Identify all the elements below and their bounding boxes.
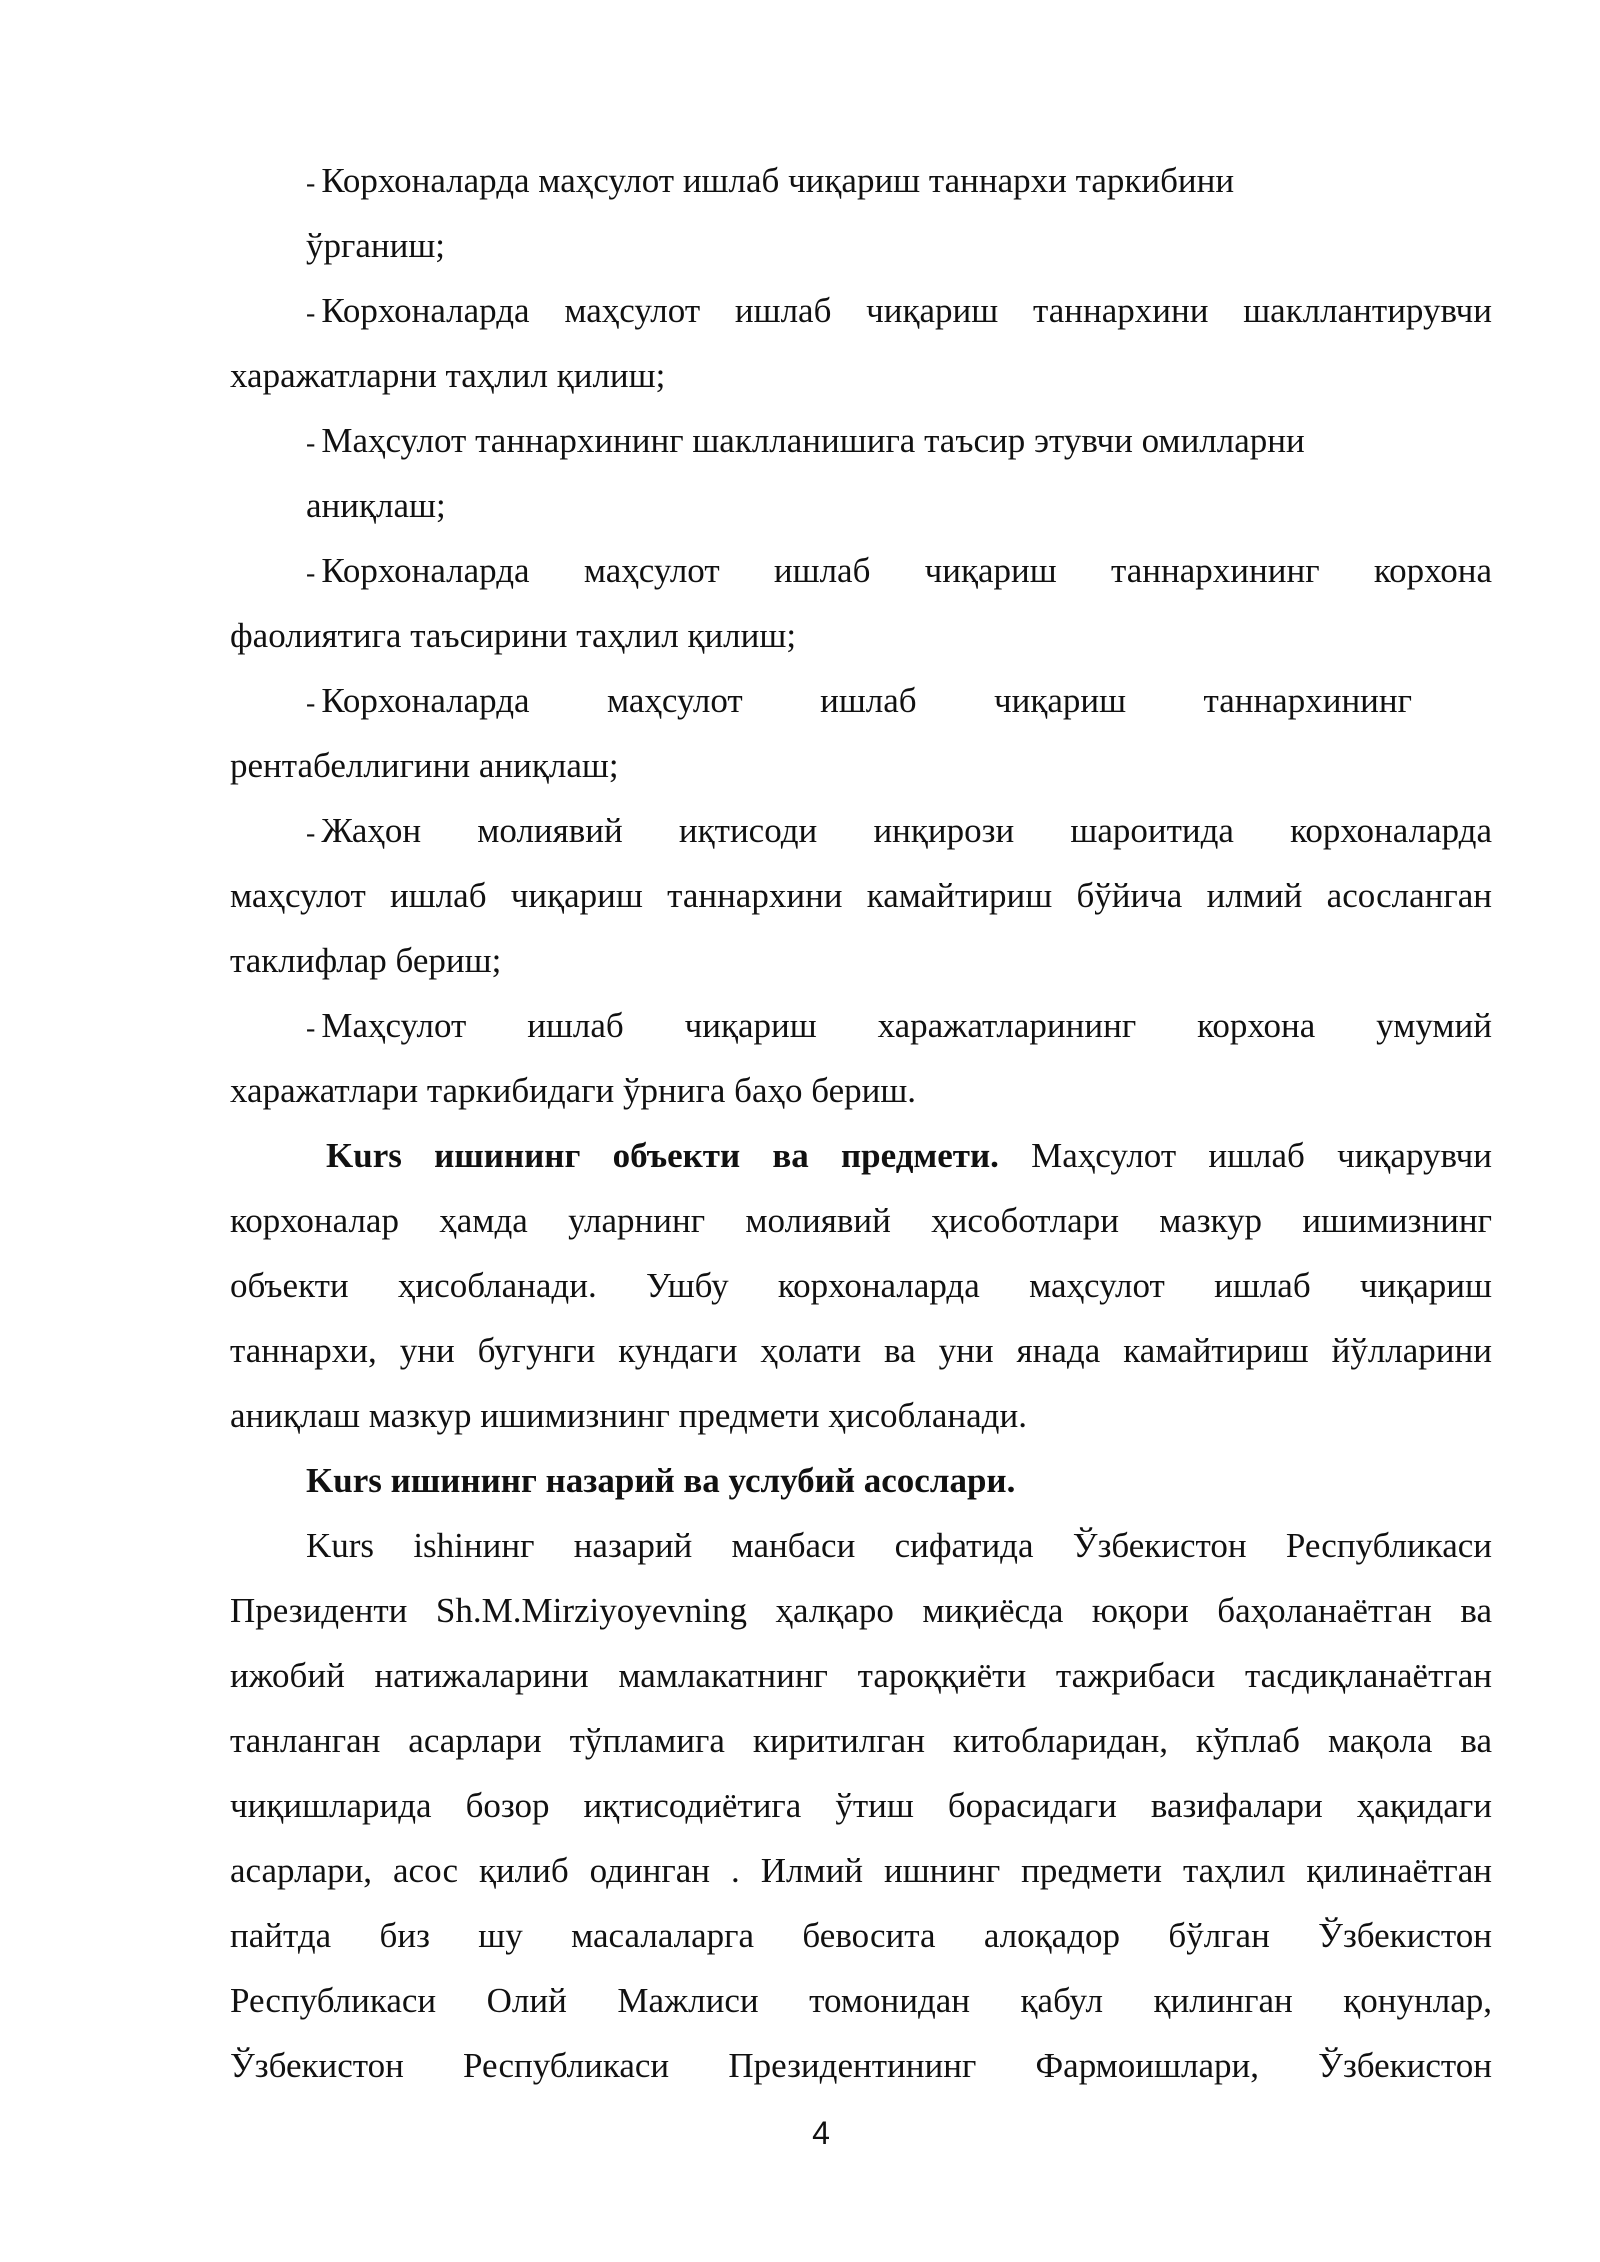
dash-marker: - <box>306 298 316 329</box>
basis-section-line-7: пайтда биз шу масалаларга бевосита алоқадор бўлган Ўзбекистон <box>230 1916 1492 1955</box>
bullet-4-line-2: фаолиятига таъсирини таҳлил қилиш; <box>230 616 797 655</box>
bullet-text: Жаҳон молиявий иқтисоди инқирози шароитида корхоналарда <box>321 811 1492 850</box>
basis-section-line-4: танланган асарлари тўпламига киритилган китобларидан, кўплаб мақола ва <box>230 1721 1492 1760</box>
bullet-1-line-2: ўрганиш; <box>306 226 446 265</box>
bullet-text: Корхоналарда маҳсулот ишлаб чиқариш таннархини шакллантирувчи <box>321 291 1492 330</box>
bullet-3-line-1 <box>230 408 1492 473</box>
object-section-line-5: аниқлаш мазкур ишимизнинг предмети ҳисобланади. <box>230 1396 1027 1435</box>
basis-section-line-3: ижобий натижаларини мамлакатнинг тароққиёти тажрибаси тасдиқланаётган <box>230 1656 1492 1695</box>
object-section-heading: Kurs ишининг объекти ва предмети. <box>326 1136 999 1175</box>
bullet-text: Корхоналарда маҳсулот ишлаб чиқариш таннархининг корхона <box>321 551 1492 590</box>
bullet-6-line-2: маҳсулот ишлаб чиқариш таннархини камайтириш бўйича илмий асосланган <box>230 876 1492 915</box>
bullet-5-line-1 <box>230 668 1492 733</box>
bullet-3-line-2: аниқлаш; <box>306 486 446 525</box>
bullet-text: Корхоналарда маҳсулот ишлаб чиқариш таннархи таркибини <box>321 161 1235 200</box>
page-number: 4 <box>812 2115 830 2151</box>
object-section-text: Маҳсулот ишлаб чиқарувчи <box>1031 1136 1493 1175</box>
bullet-1-line-1 <box>230 148 1492 213</box>
object-section-line-2: корхоналар ҳамда уларнинг молиявий ҳисоботлари мазкур ишимизнинг <box>230 1201 1492 1240</box>
bullet-text: Маҳсулот ишлаб чиқариш харажатларининг корхона умумий <box>321 1006 1492 1045</box>
basis-section-line-5: чиқишларида бозор иқтисодиётига ўтиш борасидаги вазифалари ҳақидаги <box>230 1786 1492 1825</box>
basis-section-line-8: Республикаси Олий Мажлиси томонидан қабул қилинган қонунлар, <box>230 1981 1492 2020</box>
bullet-text: Маҳсулот таннархининг шаклланишига таъсир этувчи омилларни <box>321 421 1305 460</box>
object-section-line-3: объекти ҳисобланади. Ушбу корхоналарда маҳсулот ишлаб чиқариш <box>230 1266 1492 1305</box>
bullet-2-line-1 <box>230 278 1492 343</box>
bullet-7-line-1 <box>230 993 1492 1058</box>
dash-marker: - <box>306 1013 316 1044</box>
dash-marker: - <box>306 168 316 199</box>
basis-section-heading-line <box>230 1448 1492 1513</box>
dash-marker: - <box>306 558 316 589</box>
bullet-5-line-2: рентабеллигини аниқлаш; <box>230 746 619 785</box>
bullet-4-line-1 <box>230 538 1492 603</box>
bullet-text: Корхоналарда маҳсулот ишлаб чиқариш таннархининг <box>321 681 1412 720</box>
basis-section-line-6: асарлари, асос қилиб одинган . Илмий ишнинг предмети таҳлил қилинаётган <box>230 1851 1492 1890</box>
basis-section-heading: Kurs ишининг назарий ва услубий асослари. <box>306 1461 1016 1500</box>
basis-section-line-1: Kurs ishiнинг назарий манбаси сифатида Ўзбекистон Республикаси <box>306 1526 1492 1565</box>
bullet-2-line-2: харажатларни таҳлил қилиш; <box>230 356 666 395</box>
object-section-line-4: таннархи, уни бугунги кундаги ҳолати ва уни янада камайтириш йўлларини <box>230 1331 1492 1370</box>
basis-section-line-9: Ўзбекистон Республикаси Президентининг Фармоишлари, Ўзбекистон <box>230 2046 1492 2085</box>
dash-marker: - <box>306 818 316 849</box>
basis-section-line-2: Президенти Sh.M.Mirziyoyevning ҳалқаро миқиёсда юқори баҳоланаётган ва <box>230 1591 1492 1630</box>
bullet-6-line-3: таклифлар бериш; <box>230 941 502 980</box>
dash-marker: - <box>306 428 316 459</box>
bullet-7-line-2: харажатлари таркибидаги ўрнига баҳо бериш. <box>230 1071 917 1110</box>
object-section-line-1 <box>230 1123 1492 1188</box>
dash-marker: - <box>306 688 316 719</box>
document-page <box>230 148 1492 2098</box>
bullet-6-line-1 <box>230 798 1492 863</box>
